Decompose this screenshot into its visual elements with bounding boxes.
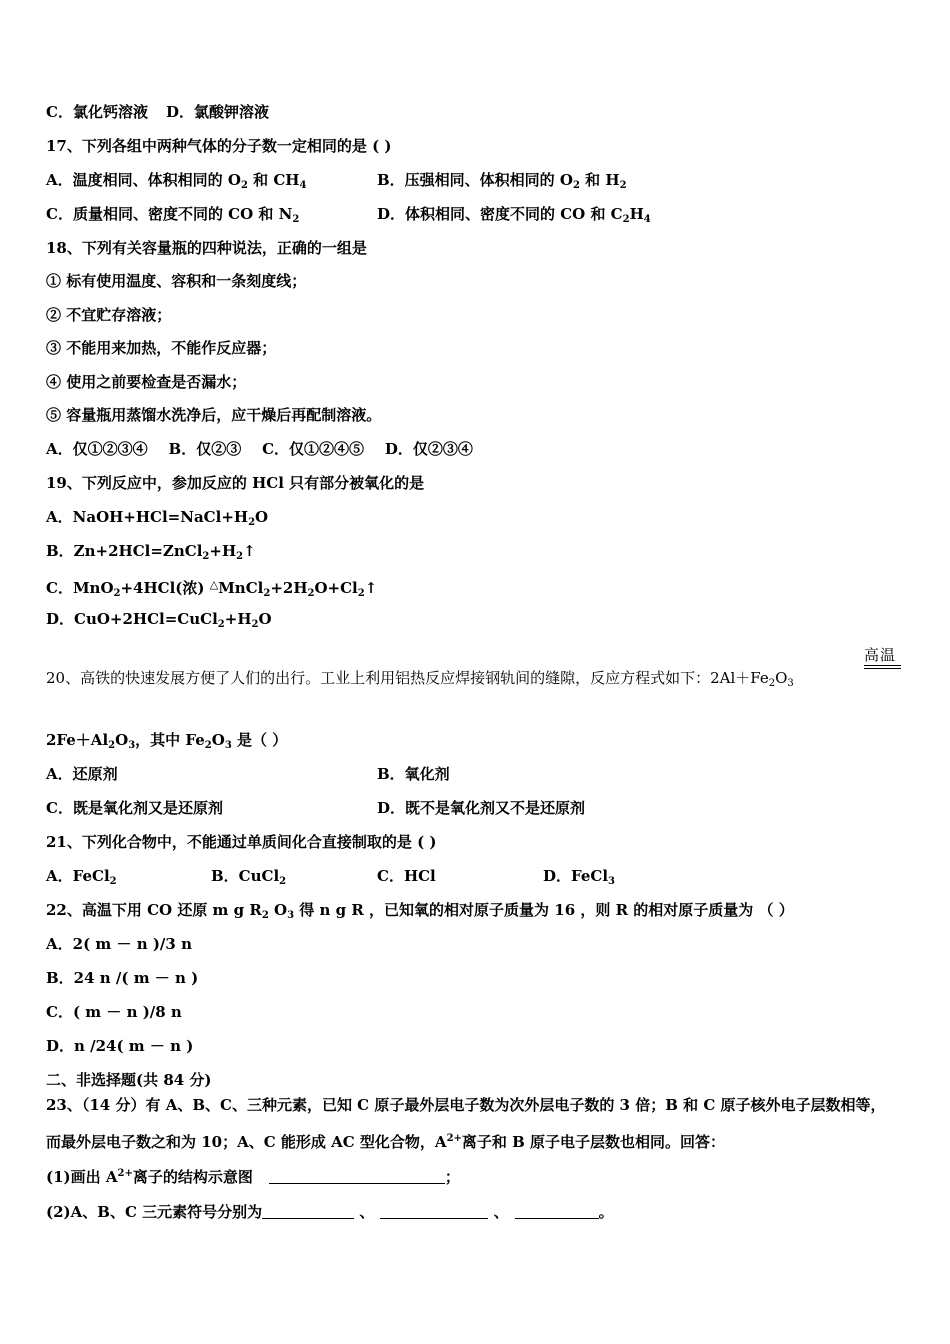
q18-statement-3: ③ 不能用来加热，不能作反应器； bbox=[46, 339, 277, 357]
q21-stem: 21、下列化合物中，不能通过单质间化合直接制取的是 ( ) bbox=[46, 833, 437, 851]
q20-option-a: A．还原剂 bbox=[46, 765, 118, 783]
q18-statement-5: ⑤ 容量瓶用蒸馏水洗净后，应干燥后再配制溶液。 bbox=[46, 406, 382, 424]
q20-stem: 20、高铁的快速发展方便了人们的出行。工业上利用铝热反应焊接钢轨间的缝隙，反应方程式如下：$2Al+Fe_2O_3$ bbox=[46, 669, 794, 689]
q20-option-c: C．既是氧化剂又是还原剂 bbox=[46, 799, 223, 817]
q20-option-b: B．氧化剂 bbox=[377, 765, 450, 783]
q23-stem-line1: 23、（14 分）有 A、B、C、三种元素，已知 C 原子最外层电子数为次外层电子数的 3 倍；B 和 C 原子核外电子层数相等， bbox=[46, 1096, 886, 1114]
q20-option-d: D．既不是氧化剂又不是还原剂 bbox=[377, 799, 586, 817]
q20-stem-line2: $2Fe+Al_2O_3$，其中 $Fe_2O_3$ 是（ ） bbox=[46, 731, 288, 751]
q22-stem: 22、高温下用 CO 还原 m g $R_2$ $O_3$ 得 n g R ，已知氧的相对原子质量为 16 ，则 R 的相对原子质量为 （ ） bbox=[46, 901, 794, 921]
q19-option-d: D．$CuO+2HCl=CuCl_2+H_2O$ bbox=[46, 610, 272, 630]
q18-statement-1: ① 标有使用温度、容积和一条刻度线； bbox=[46, 272, 307, 290]
q18-statement-4: ④ 使用之前要检查是否漏水； bbox=[46, 373, 247, 391]
q17-option-a: A．温度相同、体积相同的 $O_2$ 和 $CH_4$ bbox=[46, 171, 307, 191]
q17-option-b: B．压强相同、体积相同的 $O_2$ 和 $H_2$ bbox=[377, 171, 627, 191]
answer-blank-c[interactable] bbox=[515, 1203, 599, 1219]
q19-option-a: A．$NaOH+HCl=NaCl+H_2O$ bbox=[46, 508, 269, 528]
reaction-arrow-line-bottom bbox=[864, 668, 901, 669]
q17-row-ab bbox=[46, 170, 306, 190]
q21-option-c: C．HCl bbox=[377, 867, 436, 885]
heat-delta-symbol: △ bbox=[209, 578, 219, 591]
q22-option-d: D．n /24( m － n ) bbox=[46, 1037, 194, 1055]
answer-blank-a[interactable] bbox=[262, 1203, 354, 1219]
q18-options: A．仅①②③④ B．仅②③ C．仅①②④⑤ D．仅②③④ bbox=[46, 440, 473, 458]
q21-option-d: D．FeCl$_3$ bbox=[543, 867, 615, 887]
section-2-title: 二、非选择题(共 84 分) bbox=[46, 1071, 212, 1089]
q22-option-b: B．24 n /( m － n ) bbox=[46, 969, 199, 987]
q17-option-d: D．体积相同、密度不同的 CO 和 $C_2H_4$ bbox=[377, 205, 651, 225]
q19-option-c: C．MnO$_2$+4HCl(浓) $^\triangle MnCl_2+2H_2O+Cl_2↑$ bbox=[46, 578, 378, 599]
q16-options-row bbox=[46, 102, 269, 122]
q17-option-c: C．质量相同、密度不同的 CO 和 $N_2$ bbox=[46, 205, 300, 225]
q16-option-c: C．氯化钙溶液 bbox=[46, 103, 148, 121]
answer-blank-structure[interactable] bbox=[269, 1168, 445, 1184]
q17-stem: 17、下列各组中两种气体的分子数一定相同的是 ( ) bbox=[46, 137, 392, 155]
q23-part-2: (2)A、B、C 三元素符号分别为 、 、 。 bbox=[46, 1203, 614, 1221]
q18-statement-2: ② 不宜贮存溶液； bbox=[46, 306, 172, 324]
q22-option-a: A．2( m － n )/3 n bbox=[46, 935, 192, 953]
q22-option-c: C．( m － n )/8 n bbox=[46, 1003, 182, 1021]
q19-stem: 19、下列反应中，参加反应的 HCl 只有部分被氧化的是 bbox=[46, 474, 425, 492]
q18-stem: 18、下列有关容量瓶的四种说法，正确的一组是 bbox=[46, 239, 367, 257]
reaction-condition-high-temp: 高温 bbox=[864, 646, 897, 664]
reaction-arrow-line-top bbox=[864, 665, 901, 666]
answer-blank-b[interactable] bbox=[380, 1203, 488, 1219]
q16-option-d: D．氯酸钾溶液 bbox=[165, 103, 269, 121]
q21-option-b: B．CuCl$_2$ bbox=[211, 867, 287, 887]
q21-option-a: A．FeCl$_2$ bbox=[46, 867, 117, 887]
q23-part-1: (1)画出 $A^{2+}$离子的结构示意图 ； bbox=[46, 1168, 460, 1186]
q19-option-b: B．$Zn+2HCl=ZnCl_2+H_2↑$ bbox=[46, 542, 256, 562]
q23-stem-line2: 而最外层电子数之和为 10；A、C 能形成 AC 型化合物，$A^{2+}$离子和 B 原子电子层数也相同。回答： bbox=[46, 1133, 726, 1151]
